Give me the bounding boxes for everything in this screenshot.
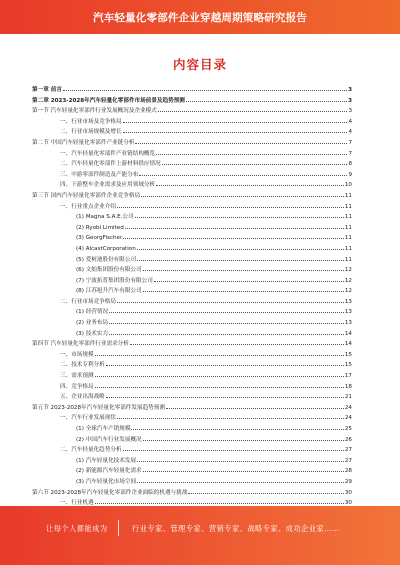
- toc-entry[interactable]: [32, 412, 352, 423]
- toc-entry-page: 7: [348, 139, 352, 146]
- toc-entry[interactable]: [32, 95, 352, 106]
- toc-entry-label: 四、竞争格局: [60, 383, 94, 390]
- toc-leader-dots: [123, 444, 344, 451]
- toc-leader-dots: [143, 264, 344, 271]
- toc-entry-label: (1) 经营情况: [76, 309, 109, 316]
- toc-entry-page: 4: [348, 118, 352, 125]
- toc-leader-dots: [135, 211, 344, 218]
- toc-entry[interactable]: [32, 148, 352, 159]
- toc-entry-label: 第三节 国内汽车轻量化零部件企业竞争格局: [32, 192, 141, 199]
- toc-leader-dots: [117, 412, 344, 419]
- toc-leader-dots: [109, 306, 344, 313]
- toc-leader-dots: [188, 487, 344, 494]
- toc-entry-label: 第一章 前言: [32, 87, 62, 93]
- toc-entry[interactable]: [32, 317, 352, 328]
- toc-entry[interactable]: [32, 465, 352, 476]
- top-banner: [0, 0, 400, 34]
- toc-entry-page: 11: [344, 256, 352, 263]
- toc-entry-label: 二、汽车轻量化趋势分析: [60, 447, 122, 454]
- toc-entry-page: 12: [344, 277, 352, 284]
- toc-entry[interactable]: [32, 370, 352, 381]
- toc-entry-label: 四、下游整车企业需求及应用领域分析: [60, 182, 156, 189]
- toc-leader-dots: [95, 497, 344, 504]
- toc-entry-page: 26: [344, 436, 352, 443]
- toc-entry[interactable]: [32, 444, 352, 455]
- toc-entry-label: (2) 业务布局: [76, 320, 109, 327]
- toc-entry-page: 3: [348, 108, 352, 115]
- toc-leader-dots: [135, 137, 347, 144]
- toc-entry-page: 25: [344, 426, 352, 432]
- toc-leader-dots: [162, 158, 348, 165]
- toc-title: 内容目录: [172, 57, 227, 72]
- toc-entry[interactable]: [32, 179, 352, 190]
- toc-entry-page: 24: [344, 404, 352, 411]
- toc-entry-page: 3: [348, 97, 352, 104]
- toc-leader-dots: [117, 201, 344, 208]
- toc-entry-label: 一、市场规模: [60, 351, 94, 358]
- toc-entry-label: (2) 新能源汽车轻量化需求: [76, 468, 142, 475]
- toc-entry[interactable]: [32, 116, 352, 127]
- toc-leader-dots: [63, 84, 347, 91]
- toc-entry-page: 27: [344, 447, 352, 454]
- toc-entry-page: 18: [344, 383, 352, 390]
- toc-leader-dots: [130, 338, 344, 345]
- toc-leader-dots: [109, 328, 344, 335]
- toc-leader-dots: [158, 105, 348, 112]
- toc-entry[interactable]: [32, 84, 352, 95]
- toc-entry-label: 二、行业市场规模及增长: [60, 129, 122, 136]
- toc-entry[interactable]: [32, 455, 352, 466]
- toc-entry-page: 28: [344, 468, 352, 475]
- toc-leader-dots: [125, 222, 344, 229]
- toc-entry-page: 14: [344, 341, 352, 348]
- toc-leader-dots: [139, 169, 347, 176]
- toc-entry-label: (7) 宁波拓普集团股份有限公司: [76, 277, 153, 284]
- toc-entry-label: (8) 江苏旭升汽车有限公司: [76, 288, 142, 295]
- report-title: 汽车轻量化零部件企业穿越周期策略研究报告: [93, 11, 307, 24]
- footer-divider: [118, 520, 119, 536]
- toc-entry-label: (1) Magna S.A.E.公司: [76, 214, 134, 221]
- toc-entry[interactable]: [32, 232, 352, 243]
- toc-leader-dots: [95, 381, 344, 388]
- toc-entry-label: (1) 全球汽车产销规模: [76, 426, 131, 432]
- toc-leader-dots: [123, 116, 348, 123]
- toc-entry-page: 17: [344, 373, 352, 380]
- toc-leader-dots: [95, 349, 344, 356]
- toc-entry-page: 12: [344, 267, 352, 274]
- toc-entry[interactable]: [32, 328, 352, 339]
- toc-leader-dots: [143, 285, 344, 292]
- toc-entry[interactable]: [32, 296, 352, 307]
- toc-leader-dots: [143, 465, 344, 472]
- toc-entry-label: 一、行业重点企业介绍: [60, 203, 116, 210]
- toc-leader-dots: [123, 126, 348, 133]
- toc-entry-page: 11: [344, 235, 352, 242]
- toc-entry[interactable]: [32, 158, 352, 169]
- toc-entry-page: 13: [344, 320, 352, 327]
- toc-entry[interactable]: [32, 169, 352, 180]
- toc-leader-dots: [154, 275, 344, 282]
- toc-entry-page: 4: [348, 129, 352, 136]
- toc-leader-dots: [106, 359, 344, 366]
- toc-entry-label: 第五节 2023-2028年汽车轻量化零部件发展趋势预测: [32, 404, 165, 411]
- toc-entry-page: 12: [344, 288, 352, 295]
- toc-entry-page: 13: [344, 298, 352, 305]
- toc-entry-page: 8: [348, 161, 352, 168]
- toc-entry-page: 14: [344, 330, 352, 337]
- toc-entry-label: 一、行业机遇: [60, 500, 94, 507]
- footer-banner: [0, 506, 400, 565]
- toc-entry[interactable]: [32, 222, 352, 233]
- toc-entry-page: 10: [344, 182, 352, 189]
- toc-entry-page: 9: [348, 171, 352, 178]
- toc-entry[interactable]: [32, 190, 352, 201]
- toc-entry-page: 11: [344, 224, 352, 231]
- toc-entry-page: 15: [344, 362, 352, 369]
- toc-entry-label: 一、行业市场及竞争格局: [60, 118, 122, 125]
- toc-leader-dots: [137, 254, 344, 261]
- footer-slogan: 让每个人都能成为: [46, 524, 108, 533]
- toc-entry-page: 11: [344, 214, 352, 221]
- toc-entry[interactable]: [32, 243, 352, 254]
- table-of-contents: [32, 84, 352, 508]
- toc-entry-label: 第六节 2023-2028年汽车轻量化零部件企业面临的机遇与挑战: [32, 489, 188, 496]
- toc-leader-dots: [123, 232, 344, 239]
- toc-entry[interactable]: [32, 105, 352, 116]
- toc-entry[interactable]: [32, 391, 352, 402]
- toc-entry-page: 3: [348, 87, 352, 93]
- toc-leader-dots: [131, 423, 343, 430]
- toc-entry-label: (6) 文灿集团股份有限公司: [76, 267, 142, 274]
- toc-entry[interactable]: [32, 211, 352, 222]
- toc-entry-label: (2) Ryobi Limited: [76, 224, 124, 231]
- toc-entry-page: 7: [348, 150, 352, 157]
- toc-entry-label: (5) 爱柯迪股份有限公司: [76, 256, 137, 263]
- toc-entry-label: 一、汽车行业发展现状: [60, 415, 116, 422]
- toc-entry[interactable]: [32, 402, 352, 413]
- toc-entry-page: 24: [344, 415, 352, 422]
- toc-entry-label: 三、需求预测: [60, 373, 94, 380]
- toc-leader-dots: [109, 317, 344, 324]
- toc-entry-label: 第二节 中国汽车轻量化零部件产业链分析: [32, 139, 135, 146]
- toc-entry[interactable]: [32, 487, 352, 498]
- toc-entry[interactable]: [32, 201, 352, 212]
- toc-leader-dots: [143, 434, 344, 441]
- toc-entry[interactable]: [32, 306, 352, 317]
- toc-entry-label: 第二章 2023-2028年汽车轻量化零部件市场前景及趋势预测: [32, 97, 185, 104]
- toc-entry-page: 21: [344, 394, 352, 401]
- toc-leader-dots: [156, 148, 347, 155]
- toc-leader-dots: [106, 391, 344, 398]
- toc-entry[interactable]: [32, 381, 352, 392]
- toc-entry[interactable]: [32, 359, 352, 370]
- toc-entry[interactable]: [32, 264, 352, 275]
- toc-entry[interactable]: [32, 434, 352, 445]
- toc-entry[interactable]: [32, 137, 352, 148]
- toc-entry-label: 二、行业市场竞争格局: [60, 298, 116, 305]
- toc-entry-label: (2) 中国汽车行业发展概况: [76, 436, 142, 443]
- toc-leader-dots: [156, 179, 344, 186]
- toc-entry[interactable]: [32, 349, 352, 360]
- toc-entry-label: (3) 技术实力: [76, 330, 109, 337]
- toc-entry-page: 11: [344, 203, 352, 210]
- toc-entry[interactable]: [32, 476, 352, 487]
- toc-entry[interactable]: [32, 254, 352, 265]
- toc-entry-page: 11: [344, 192, 352, 199]
- toc-entry[interactable]: [32, 338, 352, 349]
- toc-entry-label: (3) GeorgFischer: [76, 235, 123, 242]
- toc-entry-label: 二、汽车轻量化零部件上游材料供应情况: [60, 161, 161, 168]
- toc-entry-label: 二、技术专利分析: [60, 362, 105, 369]
- toc-entry-label: (3) 汽车轻量化市场空间: [76, 478, 137, 485]
- toc-entry[interactable]: [32, 285, 352, 296]
- toc-entry[interactable]: [32, 126, 352, 137]
- toc-entry-label: 一、汽车轻量化零部件产业链结构概览: [60, 150, 156, 157]
- toc-entry-label: 第四节 汽车轻量化零部件行业需求分析: [32, 341, 129, 348]
- toc-entry-label: 第一节 汽车轻量化零部件行业发展概况及企业模式: [32, 108, 157, 115]
- toc-leader-dots: [137, 476, 344, 483]
- toc-entry-page: 15: [344, 351, 352, 358]
- toc-entry-label: (4) AlcastCorporation: [76, 245, 136, 252]
- footer-roles: 行业专家、管理专家、营销专家、战略专家、成功企业家……: [132, 524, 340, 533]
- toc-entry-page: 30: [344, 489, 352, 496]
- toc-entry[interactable]: [32, 423, 352, 434]
- toc-leader-dots: [141, 190, 344, 197]
- toc-entry-page: 29: [344, 478, 352, 485]
- toc-entry-page: 27: [344, 457, 352, 464]
- toc-entry-label: (1) 汽车轻量化技术发展: [76, 457, 137, 464]
- toc-entry-label: 五、企业出海战略: [60, 394, 105, 401]
- toc-entry[interactable]: [32, 275, 352, 286]
- toc-entry-page: 13: [344, 309, 352, 316]
- toc-leader-dots: [95, 370, 344, 377]
- toc-leader-dots: [117, 296, 344, 303]
- toc-entry-page: 30: [344, 500, 352, 507]
- toc-entry-page: 11: [344, 245, 352, 252]
- toc-leader-dots: [186, 95, 347, 102]
- toc-entry-label: 三、中游零部件制造及产能分布: [60, 171, 139, 178]
- toc-leader-dots: [137, 243, 344, 250]
- toc-leader-dots: [166, 402, 344, 409]
- toc-leader-dots: [137, 455, 344, 462]
